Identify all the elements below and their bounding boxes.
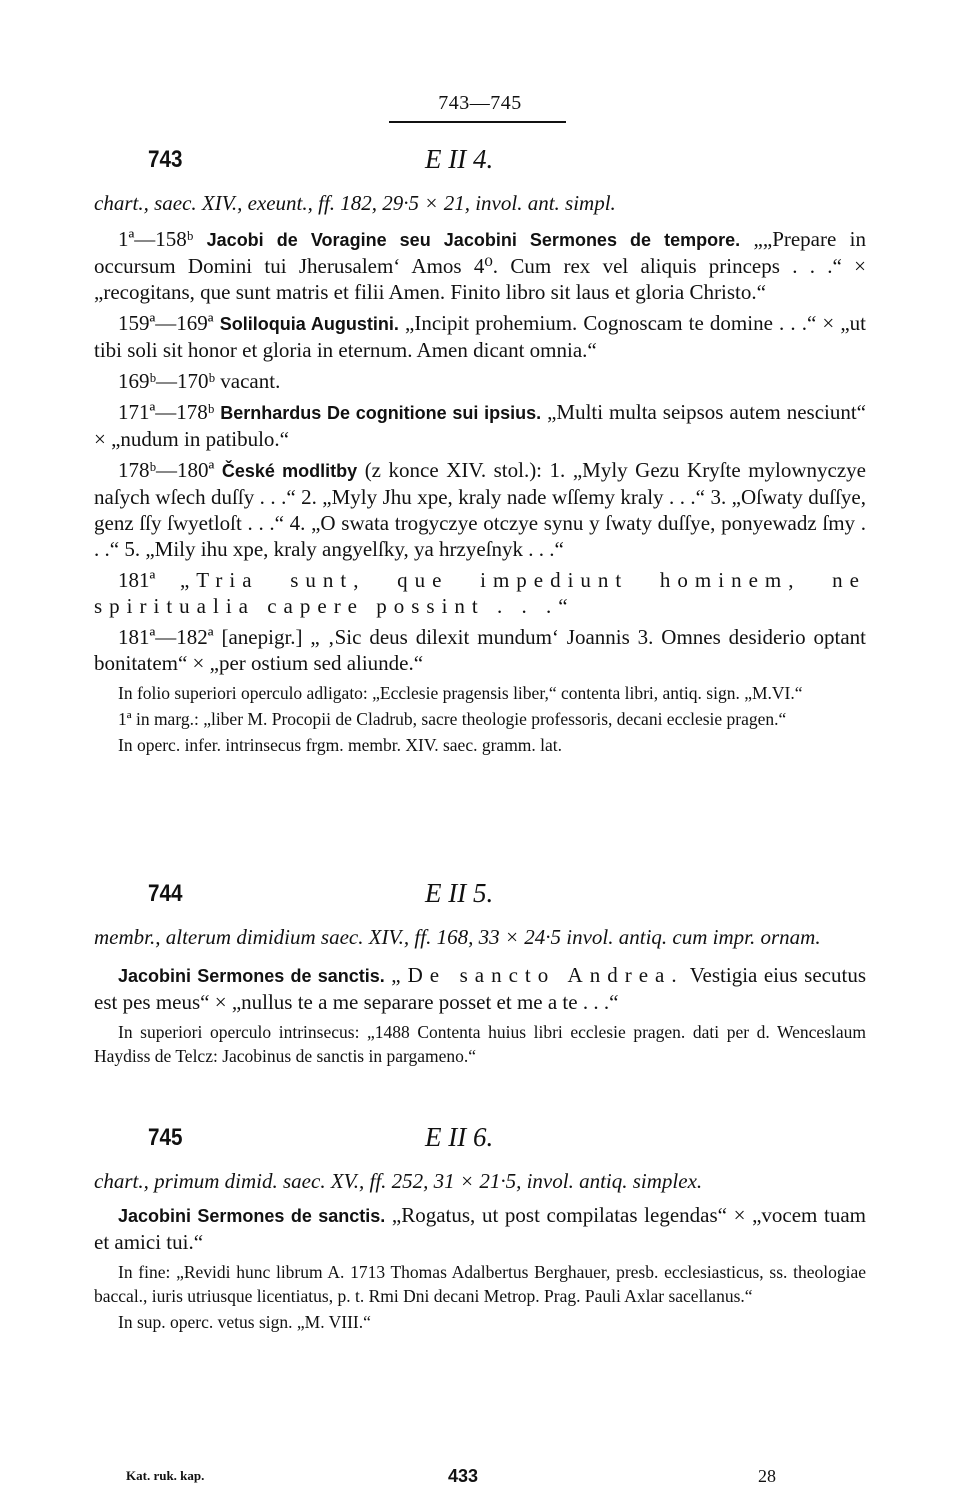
shelfmark: E II 4.	[425, 144, 494, 174]
folio-range: 1ª—158ᵇ	[118, 227, 194, 251]
entry-number: 745	[148, 1124, 183, 1151]
entry-743	[94, 146, 866, 757]
physical-description: chart., saec. XIV., exeunt., ff. 182, 29·5 × 21, invol. ant. simpl.	[94, 191, 616, 215]
spaced-incipit: „De sancto Andrea.	[391, 963, 684, 987]
item-text: „„Prepare in occursum Domini tui Jherusalem‘ Amos 4⁰. Cum rex vel aliquis princeps . . .“ × „recogitans, que sunt matris et filii Amen. Finito libro sit laus et gloria Christo.“	[94, 227, 867, 304]
item-text: (z konce XIV. stol.): 1. „Myly Gezu Kryſte mylownyczye naſych wſech duſſy . . .“ 2. „Myly Jhu xpe, kraly nade wſſemy kraly . . .“ 3. „Oſwaty duſſye, genz ſſy ſwyetloſt . . .“ 4. „O swata trogyczye otczye synu y ſwaty duſſye, ponyewadz ſmy . . .“ 5. „Mily ihu xpe, kraly angyelſky, ya hrzyeſnyk . . .“	[94, 458, 866, 561]
physical-description: chart., primum dimid. saec. XV., ff. 252, 31 × 21·5, invol. antiq. simplex.	[94, 1169, 703, 1193]
page-number: 433	[448, 1466, 479, 1486]
folio-range: 181ª	[118, 568, 156, 592]
folio-range: 159ª—169ª	[118, 311, 214, 335]
item-text: „Incipit prohemium. Cognoscam te domine . . .“ × „ut tibi soli sit honor et gloria in eternum. Amen dicant omnia.“	[94, 311, 867, 362]
note: In superiori operculo intrinsecus: „1488 Contenta huius libri ecclesie pragen. dati per d. Wenceslaum Haydiss de Telcz: Jacobinus de sanctis in pargameno.“	[94, 1022, 866, 1066]
item-text: „Multi multa seipsos autem nesciunt“ × „nudum in patibulo.“	[94, 400, 866, 451]
note: 1ª in marg.: „liber M. Procopii de Cladrub, sacre theologie professoris, decani ecclesie pragen.“	[118, 709, 787, 729]
note: In operc. infer. intrinsecus frgm. membr. XIV. saec. gramm. lat.	[118, 735, 563, 755]
item-title: Jacobi de Voragine seu Jacobini Sermones de tempore.	[206, 230, 741, 250]
shelfmark: E II 6.	[425, 1122, 494, 1152]
sheet-number: 28	[758, 1466, 776, 1486]
content-item	[94, 624, 866, 676]
entry-number: 743	[148, 146, 183, 173]
shelfmark: E II 5.	[425, 878, 494, 908]
item-text: [anepigr.] „ ‚Sic deus dilexit mundum‘ Joannis 3. Omnes desiderio optant bonitatem“ × „per ostium sed aliunde.“	[94, 625, 867, 675]
content-item	[94, 368, 866, 394]
content-item	[94, 226, 866, 305]
note: In sup. operc. vetus sign. „M. VIII.“	[118, 1312, 371, 1332]
entry-745	[94, 1124, 866, 1334]
footer-signature: Kat. ruk. kap.	[126, 1468, 205, 1483]
content-item	[94, 399, 866, 452]
item-title: České modlitby	[221, 461, 358, 481]
spaced-incipit: „Tria sunt, que impediunt hominem, ne spiritualia capere possint . . .“	[94, 568, 866, 618]
content-item	[94, 1202, 866, 1255]
folio-range: 178ᵇ—180ª	[118, 458, 215, 482]
page-footer	[94, 1462, 866, 1492]
note: In folio superiori operculo adligato: „Ecclesie pragensis liber,“ contenta libri, antiq. sign. „M.VI.“	[118, 683, 803, 703]
item-title: Jacobini Sermones de sanctis.	[118, 1206, 386, 1226]
entry-header	[94, 880, 866, 920]
entry-number: 744	[148, 880, 183, 907]
content-item	[94, 310, 866, 363]
content-item	[94, 567, 866, 619]
note: In fine: „Revidi hunc librum A. 1713 Thomas Adalbertus Berghauer, presb. ecclesiasticus, ss. theologiae baccal., iuris utriusque licentiatus, p. t. Rmi Dni decani Metrop. Prag. Pauli Axlar sacellanus.“	[94, 1262, 866, 1306]
item-title: Jacobini Sermones de sanctis.	[118, 966, 385, 986]
entry-header	[94, 146, 866, 186]
header-rule	[389, 121, 566, 123]
folio-range: 171ª—178ᵇ	[118, 400, 215, 424]
item-text: „Rogatus, ut post compilatas legendas“ × „vocem tuam et amici tui.“	[94, 1203, 866, 1254]
entry-744	[94, 880, 866, 1068]
entry-header	[94, 1124, 866, 1164]
folio-range: 181ª—182ª	[118, 625, 214, 649]
item-title: Bernhardus De cognitione sui ipsius.	[220, 403, 542, 423]
content-item	[94, 457, 866, 562]
folio-range: 169ᵇ—170ᵇ	[118, 369, 216, 393]
physical-description: membr., alterum dimidium saec. XIV., ff. 168, 33 × 24·5 invol. antiq. cum impr. ornam.	[94, 925, 821, 949]
item-text: Vestigia eius secutus est pes meus“ × „nullus te a me separare posset et me a te . . .“	[94, 963, 866, 1014]
item-text: vacant.	[220, 369, 281, 393]
running-head: 743—745	[438, 92, 522, 114]
item-title: Soliloquia Augustini.	[219, 314, 399, 334]
content-item	[94, 962, 866, 1015]
